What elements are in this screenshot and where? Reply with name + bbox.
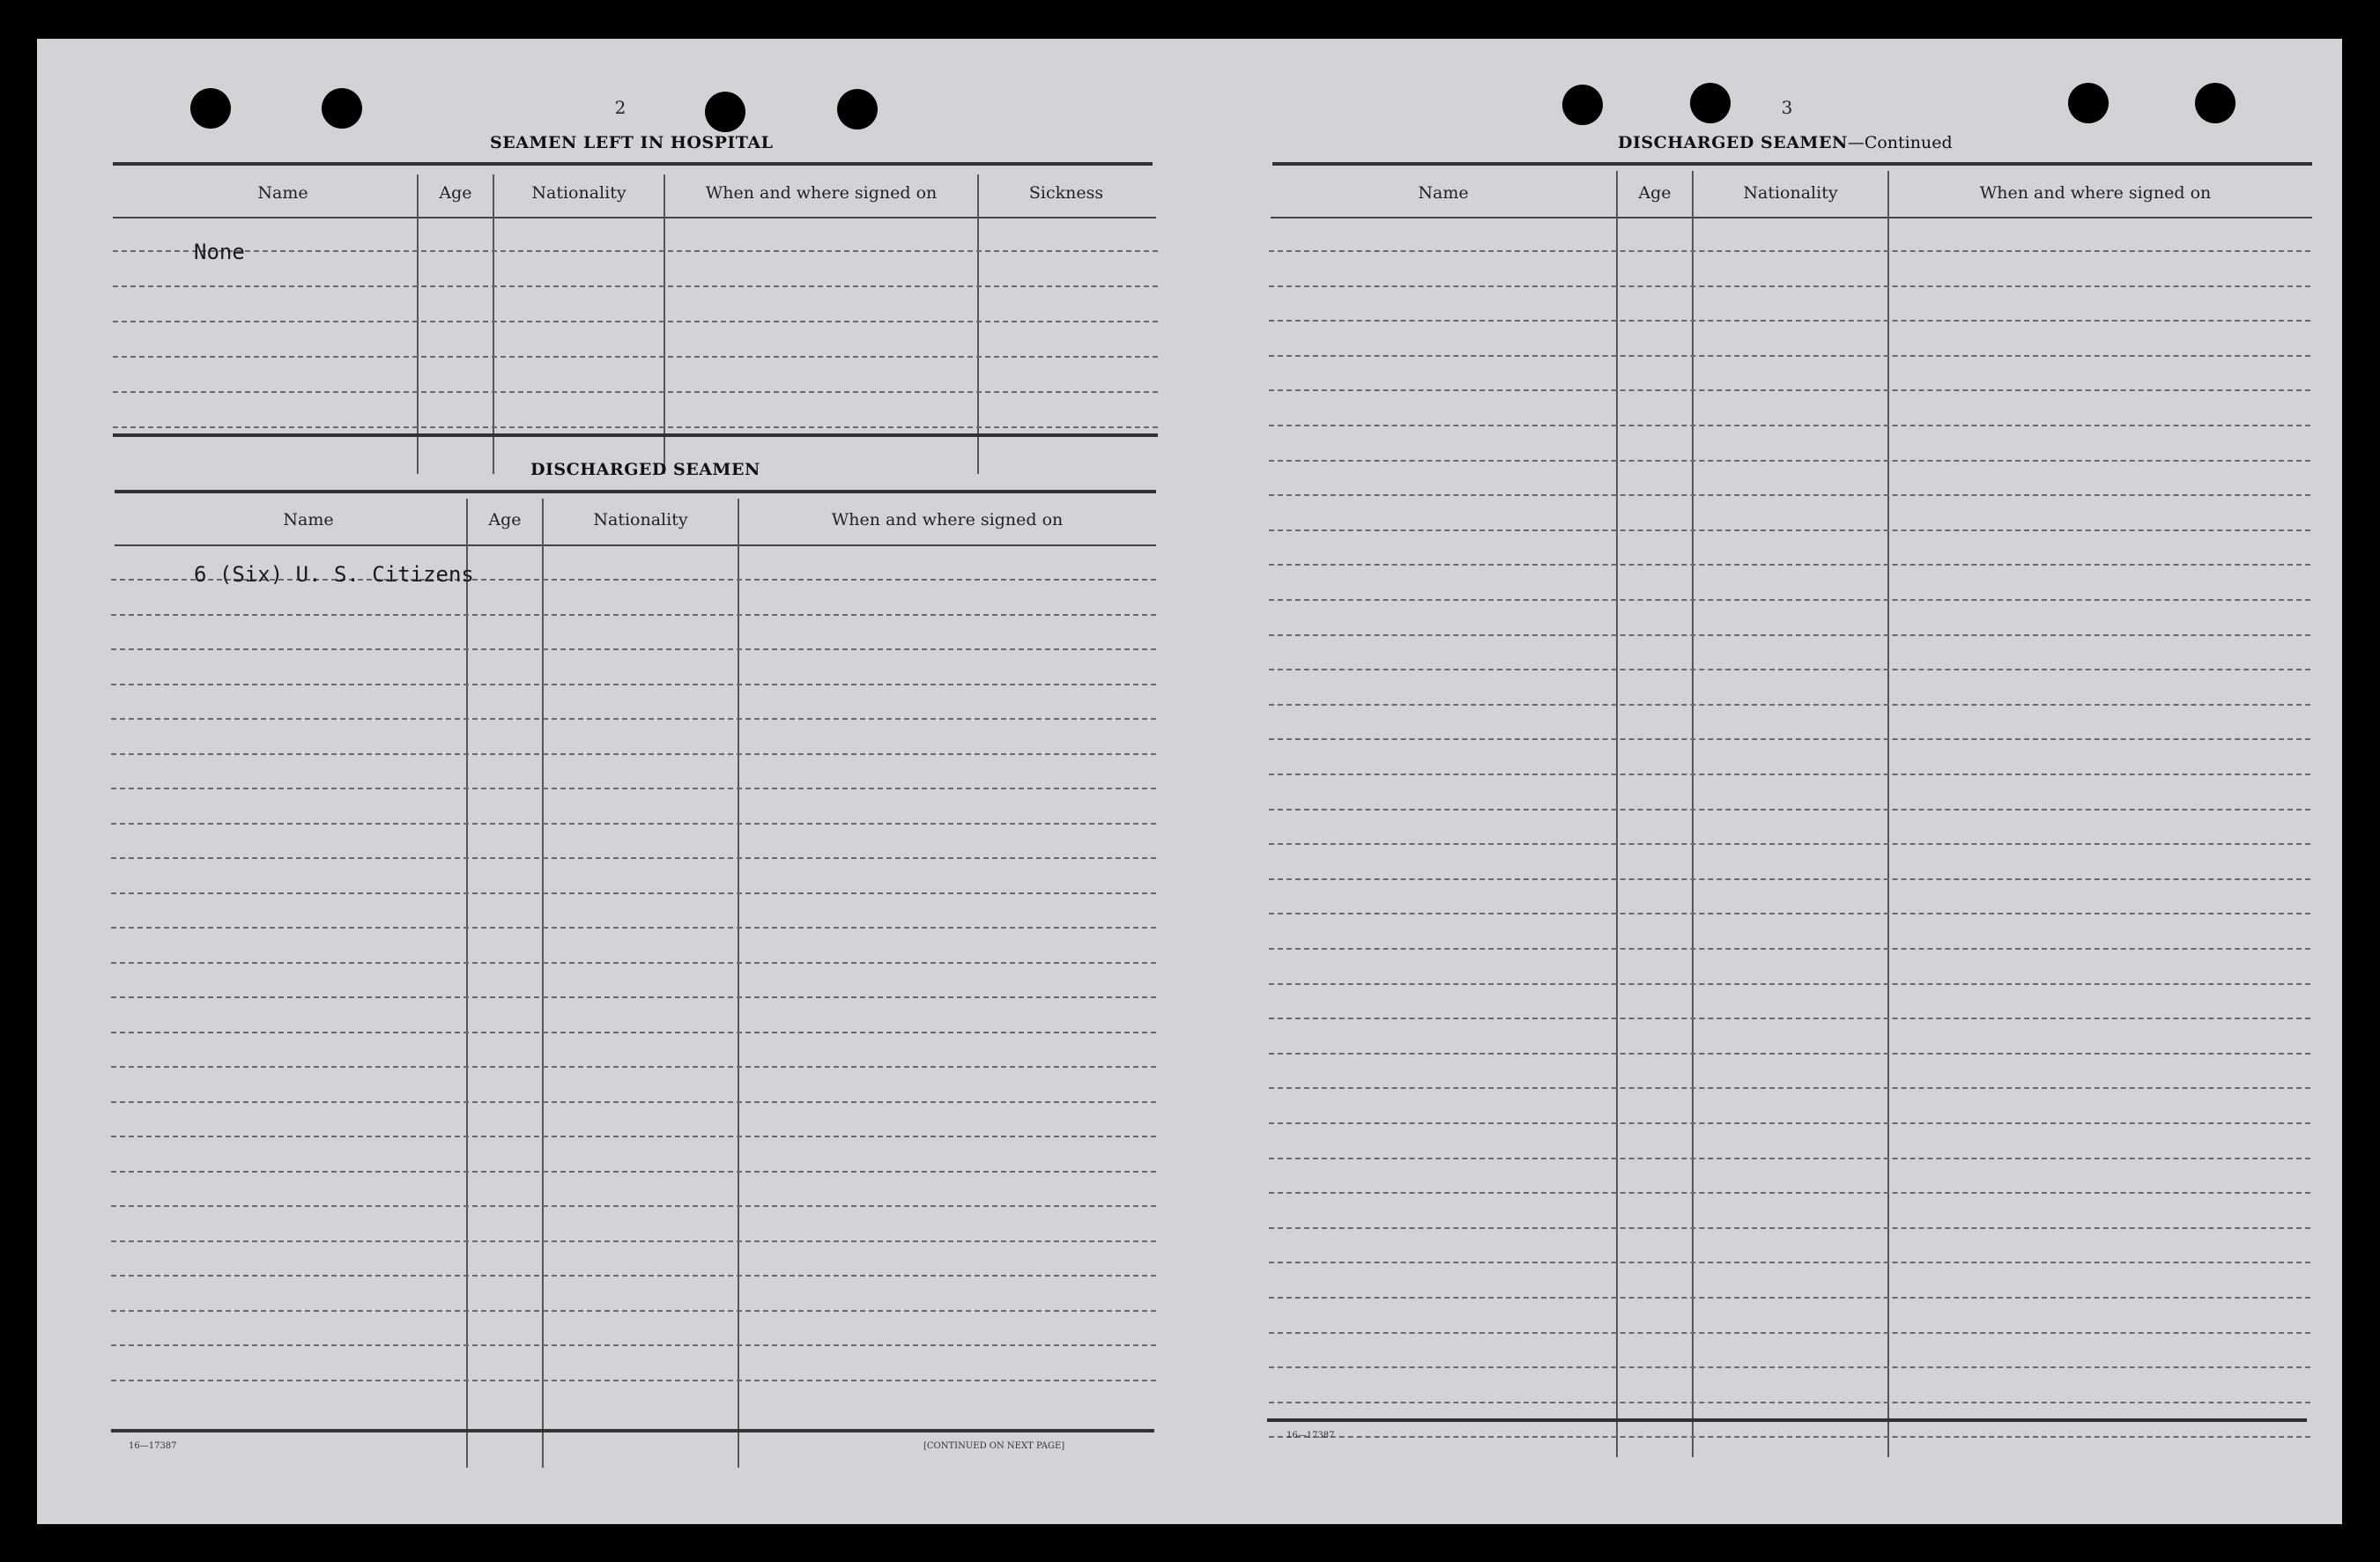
header-rule xyxy=(113,217,1156,218)
ruled-line xyxy=(111,1380,1156,1381)
punch-hole xyxy=(2195,83,2235,123)
ruled-line xyxy=(111,648,1156,650)
column-divider xyxy=(1616,171,1618,1457)
ruled-line xyxy=(113,250,1158,252)
column-divider xyxy=(542,499,544,1468)
ruled-line xyxy=(111,1310,1156,1312)
discharged-continued-title xyxy=(1618,133,1953,152)
col-header-signed-on: When and where signed on xyxy=(705,183,938,203)
ruled-line xyxy=(1269,1018,2310,1019)
ruled-line xyxy=(1269,1297,2310,1299)
hospital-bottom-rule xyxy=(113,433,1158,437)
column-divider xyxy=(417,174,419,474)
ruled-line xyxy=(1269,250,2310,252)
ruled-line xyxy=(1269,809,2310,811)
ruled-line xyxy=(1269,669,2310,670)
punch-hole xyxy=(190,88,231,129)
ruled-line xyxy=(1269,320,2310,322)
column-divider xyxy=(1887,171,1889,1457)
ruled-line xyxy=(1269,1158,2310,1159)
ruled-line xyxy=(113,356,1158,358)
ruled-line xyxy=(1269,564,2310,566)
discharged-top-rule xyxy=(115,490,1156,493)
ruled-line xyxy=(113,285,1158,287)
ruled-line xyxy=(111,1205,1156,1207)
ruled-line xyxy=(1269,774,2310,775)
ruled-line xyxy=(111,1171,1156,1173)
ruled-line xyxy=(111,1344,1156,1346)
page-number-right: 3 xyxy=(1781,97,1793,118)
discharged-section-title: DISCHARGED SEAMEN xyxy=(530,460,760,479)
ruled-line xyxy=(111,823,1156,825)
ruled-line xyxy=(111,892,1156,894)
page-number-left: 2 xyxy=(614,97,627,118)
ruled-line xyxy=(1269,704,2310,706)
punch-hole xyxy=(837,89,878,130)
punch-hole xyxy=(322,88,362,129)
col-header-age: Age xyxy=(1638,183,1672,203)
ruled-line xyxy=(1269,983,2310,985)
ruled-line xyxy=(111,1032,1156,1033)
punch-hole xyxy=(1690,83,1731,123)
ruled-line xyxy=(1269,1332,2310,1334)
ruled-line xyxy=(111,753,1156,755)
ruled-line xyxy=(1269,460,2310,462)
col-header-nationality: Nationality xyxy=(1743,183,1838,203)
ruled-line xyxy=(111,1240,1156,1242)
ruled-line xyxy=(1269,1192,2310,1194)
header-rule xyxy=(115,544,1156,546)
col-header-sickness: Sickness xyxy=(1028,183,1104,203)
hospital-entry: None xyxy=(194,240,245,264)
ruled-line xyxy=(1269,948,2310,950)
discharged-bottom-rule xyxy=(111,1429,1154,1432)
col-header-signed-on: When and where signed on xyxy=(1979,183,2212,203)
ruled-line xyxy=(1269,599,2310,601)
ruled-line xyxy=(111,996,1156,998)
hospital-top-rule xyxy=(113,162,1153,166)
ruled-line xyxy=(113,321,1158,322)
col-header-name: Name xyxy=(257,183,308,203)
ruled-line xyxy=(1269,1122,2310,1124)
ruled-line xyxy=(111,614,1156,616)
column-divider xyxy=(466,499,468,1468)
ruled-line xyxy=(1269,878,2310,880)
title-suffix: —Continued xyxy=(1847,133,1953,152)
ruled-line xyxy=(111,1066,1156,1068)
column-divider xyxy=(664,174,665,474)
ruled-line xyxy=(111,1101,1156,1103)
ruled-line xyxy=(1269,843,2310,845)
ruled-line xyxy=(1269,738,2310,740)
ruled-line xyxy=(1269,529,2310,531)
ruled-line xyxy=(1269,1402,2310,1403)
column-divider xyxy=(977,174,979,474)
ruled-line xyxy=(111,788,1156,789)
ruled-line xyxy=(1269,494,2310,496)
punch-hole xyxy=(705,92,745,132)
ruled-line xyxy=(1269,355,2310,357)
form-number: 16—17387 xyxy=(129,1441,177,1451)
ruled-line xyxy=(111,962,1156,964)
col-header-age: Age xyxy=(488,510,522,529)
form-number: 16—17387 xyxy=(1286,1431,1335,1440)
discharged-entry: 6 (Six) U. S. Citizens xyxy=(194,562,474,587)
col-header-nationality: Nationality xyxy=(531,183,627,203)
ruled-line xyxy=(1269,389,2310,391)
ruled-line xyxy=(1269,1053,2310,1055)
ruled-line xyxy=(1269,1227,2310,1229)
punch-hole xyxy=(1562,85,1603,125)
continued-bottom-rule xyxy=(1267,1418,2307,1422)
ruled-line xyxy=(1269,634,2310,636)
column-divider xyxy=(493,174,494,474)
ruled-line xyxy=(113,391,1158,393)
header-rule xyxy=(1271,217,2312,218)
ruled-line xyxy=(111,857,1156,859)
column-divider xyxy=(1692,171,1694,1457)
ruled-line xyxy=(1269,1262,2310,1263)
ruled-line xyxy=(111,1275,1156,1277)
ruled-line xyxy=(111,718,1156,720)
col-header-age: Age xyxy=(439,183,472,203)
punch-hole xyxy=(2068,83,2109,123)
col-header-nationality: Nationality xyxy=(593,510,688,529)
ruled-line xyxy=(1269,425,2310,426)
ruled-line xyxy=(111,927,1156,929)
hospital-section-title: SEAMEN LEFT IN HOSPITAL xyxy=(490,133,774,152)
title-main: DISCHARGED SEAMEN xyxy=(1618,133,1848,152)
document-sheet xyxy=(37,39,2342,1524)
ruled-line xyxy=(1269,285,2310,287)
ruled-line xyxy=(1269,1366,2310,1368)
column-divider xyxy=(738,499,739,1468)
ruled-line xyxy=(111,1136,1156,1137)
continued-note: [CONTINUED ON NEXT PAGE] xyxy=(923,1441,1065,1451)
col-header-signed-on: When and where signed on xyxy=(831,510,1064,529)
ruled-line xyxy=(1269,1087,2310,1089)
ruled-line xyxy=(1269,913,2310,914)
ruled-line xyxy=(111,684,1156,685)
col-header-name: Name xyxy=(283,510,334,529)
ruled-line xyxy=(1269,1436,2310,1438)
continued-top-rule xyxy=(1272,162,2312,166)
ruled-line xyxy=(113,426,1158,428)
col-header-name: Name xyxy=(1418,183,1469,203)
